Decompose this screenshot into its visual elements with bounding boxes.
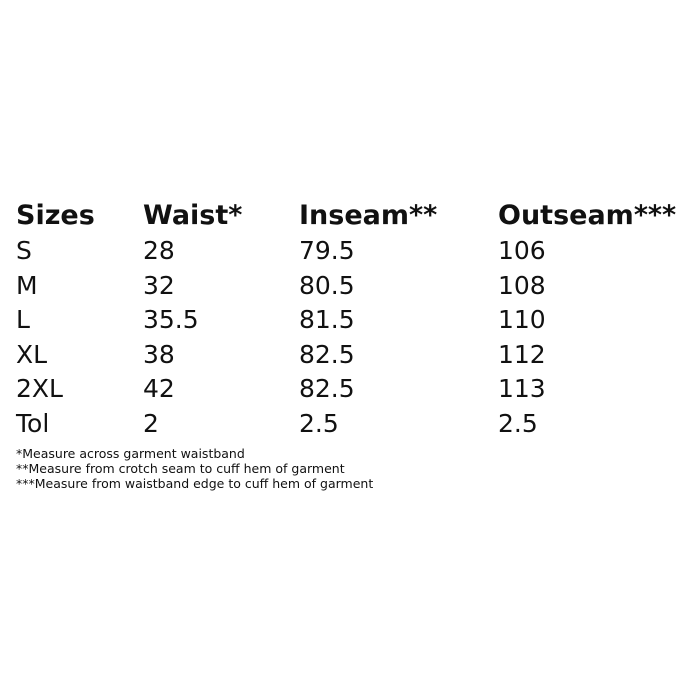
outseam-cell: 2.5	[498, 408, 538, 438]
header-waist: Waist*	[143, 200, 243, 231]
table-row	[16, 269, 698, 304]
inseam-cell: 2.5	[299, 408, 339, 438]
footnote-inseam: **Measure from crotch seam to cuff hem of garment	[16, 461, 345, 476]
size-cell: 2XL	[16, 374, 63, 403]
size-cell: S	[16, 236, 32, 265]
inseam-cell: 82.5	[299, 374, 355, 403]
outseam-cell: 113	[498, 374, 546, 403]
outseam-cell: 106	[498, 236, 546, 265]
inseam-cell: 79.5	[299, 236, 355, 265]
footnotes	[16, 446, 700, 491]
footnote-outseam: ***Measure from waistband edge to cuff hem of garment	[16, 476, 374, 491]
inseam-cell: 81.5	[299, 305, 355, 334]
header-outseam: Outseam***	[498, 200, 677, 231]
header-inseam: Inseam**	[299, 200, 438, 231]
header-sizes: Sizes	[16, 200, 95, 231]
size-table	[16, 198, 698, 441]
size-chart	[16, 198, 700, 491]
waist-cell: 28	[143, 236, 175, 265]
footnote-waist: *Measure across garment waistband	[16, 446, 245, 461]
size-cell: M	[16, 270, 38, 300]
inseam-cell: 82.5	[299, 339, 355, 369]
size-cell: L	[16, 305, 30, 334]
table-row	[16, 338, 698, 373]
waist-cell: 2	[143, 408, 159, 438]
outseam-cell: 110	[498, 305, 546, 334]
waist-cell: 35.5	[143, 305, 199, 334]
table-header-row	[16, 198, 698, 234]
size-cell: XL	[16, 339, 48, 369]
waist-cell: 32	[143, 270, 175, 300]
waist-cell: 42	[143, 374, 175, 403]
table-row	[16, 303, 698, 338]
tolerance-row	[16, 407, 698, 442]
size-cell: Tol	[16, 408, 50, 438]
table-row	[16, 372, 698, 407]
inseam-cell: 80.5	[299, 270, 355, 300]
table-row	[16, 234, 698, 269]
outseam-cell: 108	[498, 270, 546, 300]
outseam-cell: 112	[498, 339, 546, 369]
waist-cell: 38	[143, 339, 175, 369]
